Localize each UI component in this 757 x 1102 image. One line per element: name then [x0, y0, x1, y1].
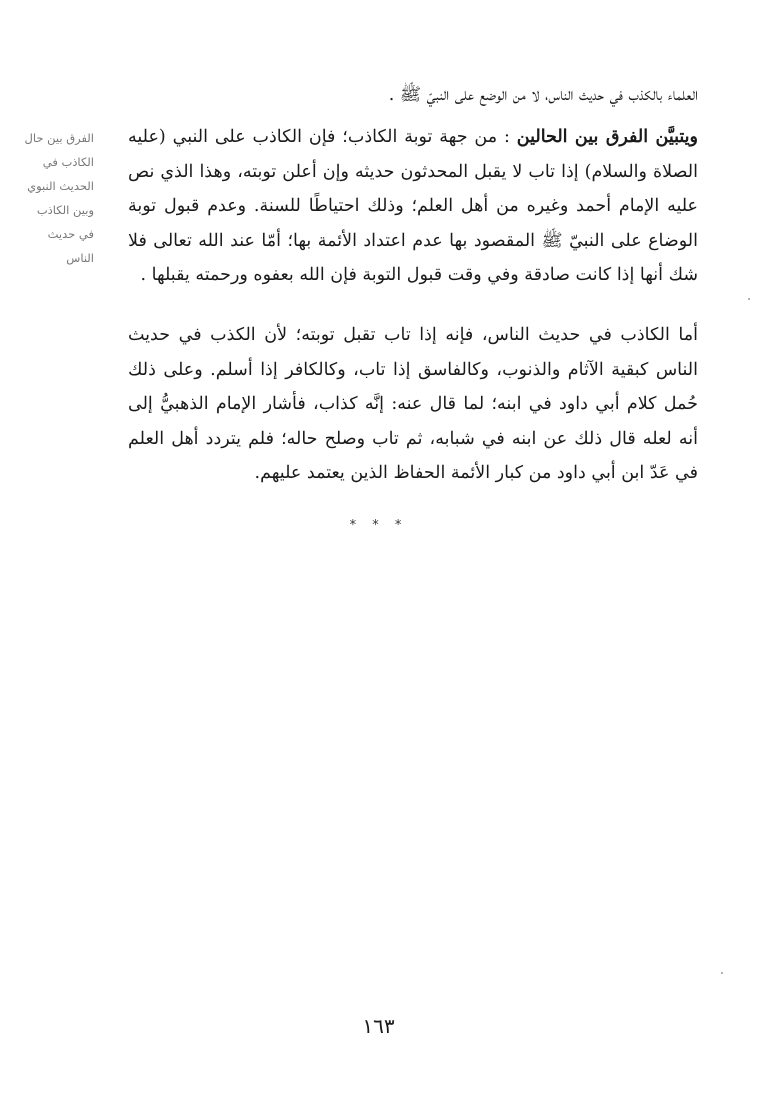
scan-speck [748, 298, 750, 300]
paragraph-1-lead: ويتبيَّن الفرق بين الحالين [516, 127, 698, 147]
paragraph-2: أما الكاذب في حديث الناس، فإنه إذا تاب تقبل توبته؛ لأن الكذب في حديث الناس كبقية الآثام والذنوب، وكالفاسق إذا تاب، وكالكافر إذا أسلم. وعلى ذلك حُمل كلام أبي داود في ابنه؛ لما قال عنه: إنَّه كذاب، فأشار الإمام الذهبيُّ إلى أنه لعله قال ذلك عن ابنه في شبابه، ثم تاب وصلح حاله؛ فلم يتردد أهل العلم في عَدّ ابن أبي داود من كبار الأئمة الحفاظ الذين يعتمد عليهم. [128, 325, 698, 483]
margin-note: الفرق بين حال الكاذب في الحديث النبوي وبين الكاذب في حديث الناس [24, 131, 94, 265]
scan-speck [721, 972, 723, 974]
paragraph-1-body: : من جهة توبة الكاذب؛ فإن الكاذب على النبي (عليه الصلاة والسلام) إذا تاب لا يقبل المحدثون حديثه وإن أعلن توبته، وهذا الذي نص عليه الإمام أحمد وغيره من أهل العلم؛ وذلك احتياطًا للسنة. وعدم قبول توبة الوضاع على النبيّ ﷺ المقصود بها عدم اعتداد الأئمة بها؛ أمّا عند الله تعالى فلا شك أنها إذا كانت صادقة وفي وقت قبول التوبة فإن الله بعفوه ورحمته يقبلها . [128, 127, 698, 285]
continuation-text: العلماء بالكذب في حديث الناس، لا من الوضع على النبيّ ﷺ . [388, 85, 698, 105]
paragraph-1 [128, 120, 698, 293]
section-separator: * * * [349, 518, 408, 533]
page-number: ١٦٣ [362, 1014, 395, 1038]
